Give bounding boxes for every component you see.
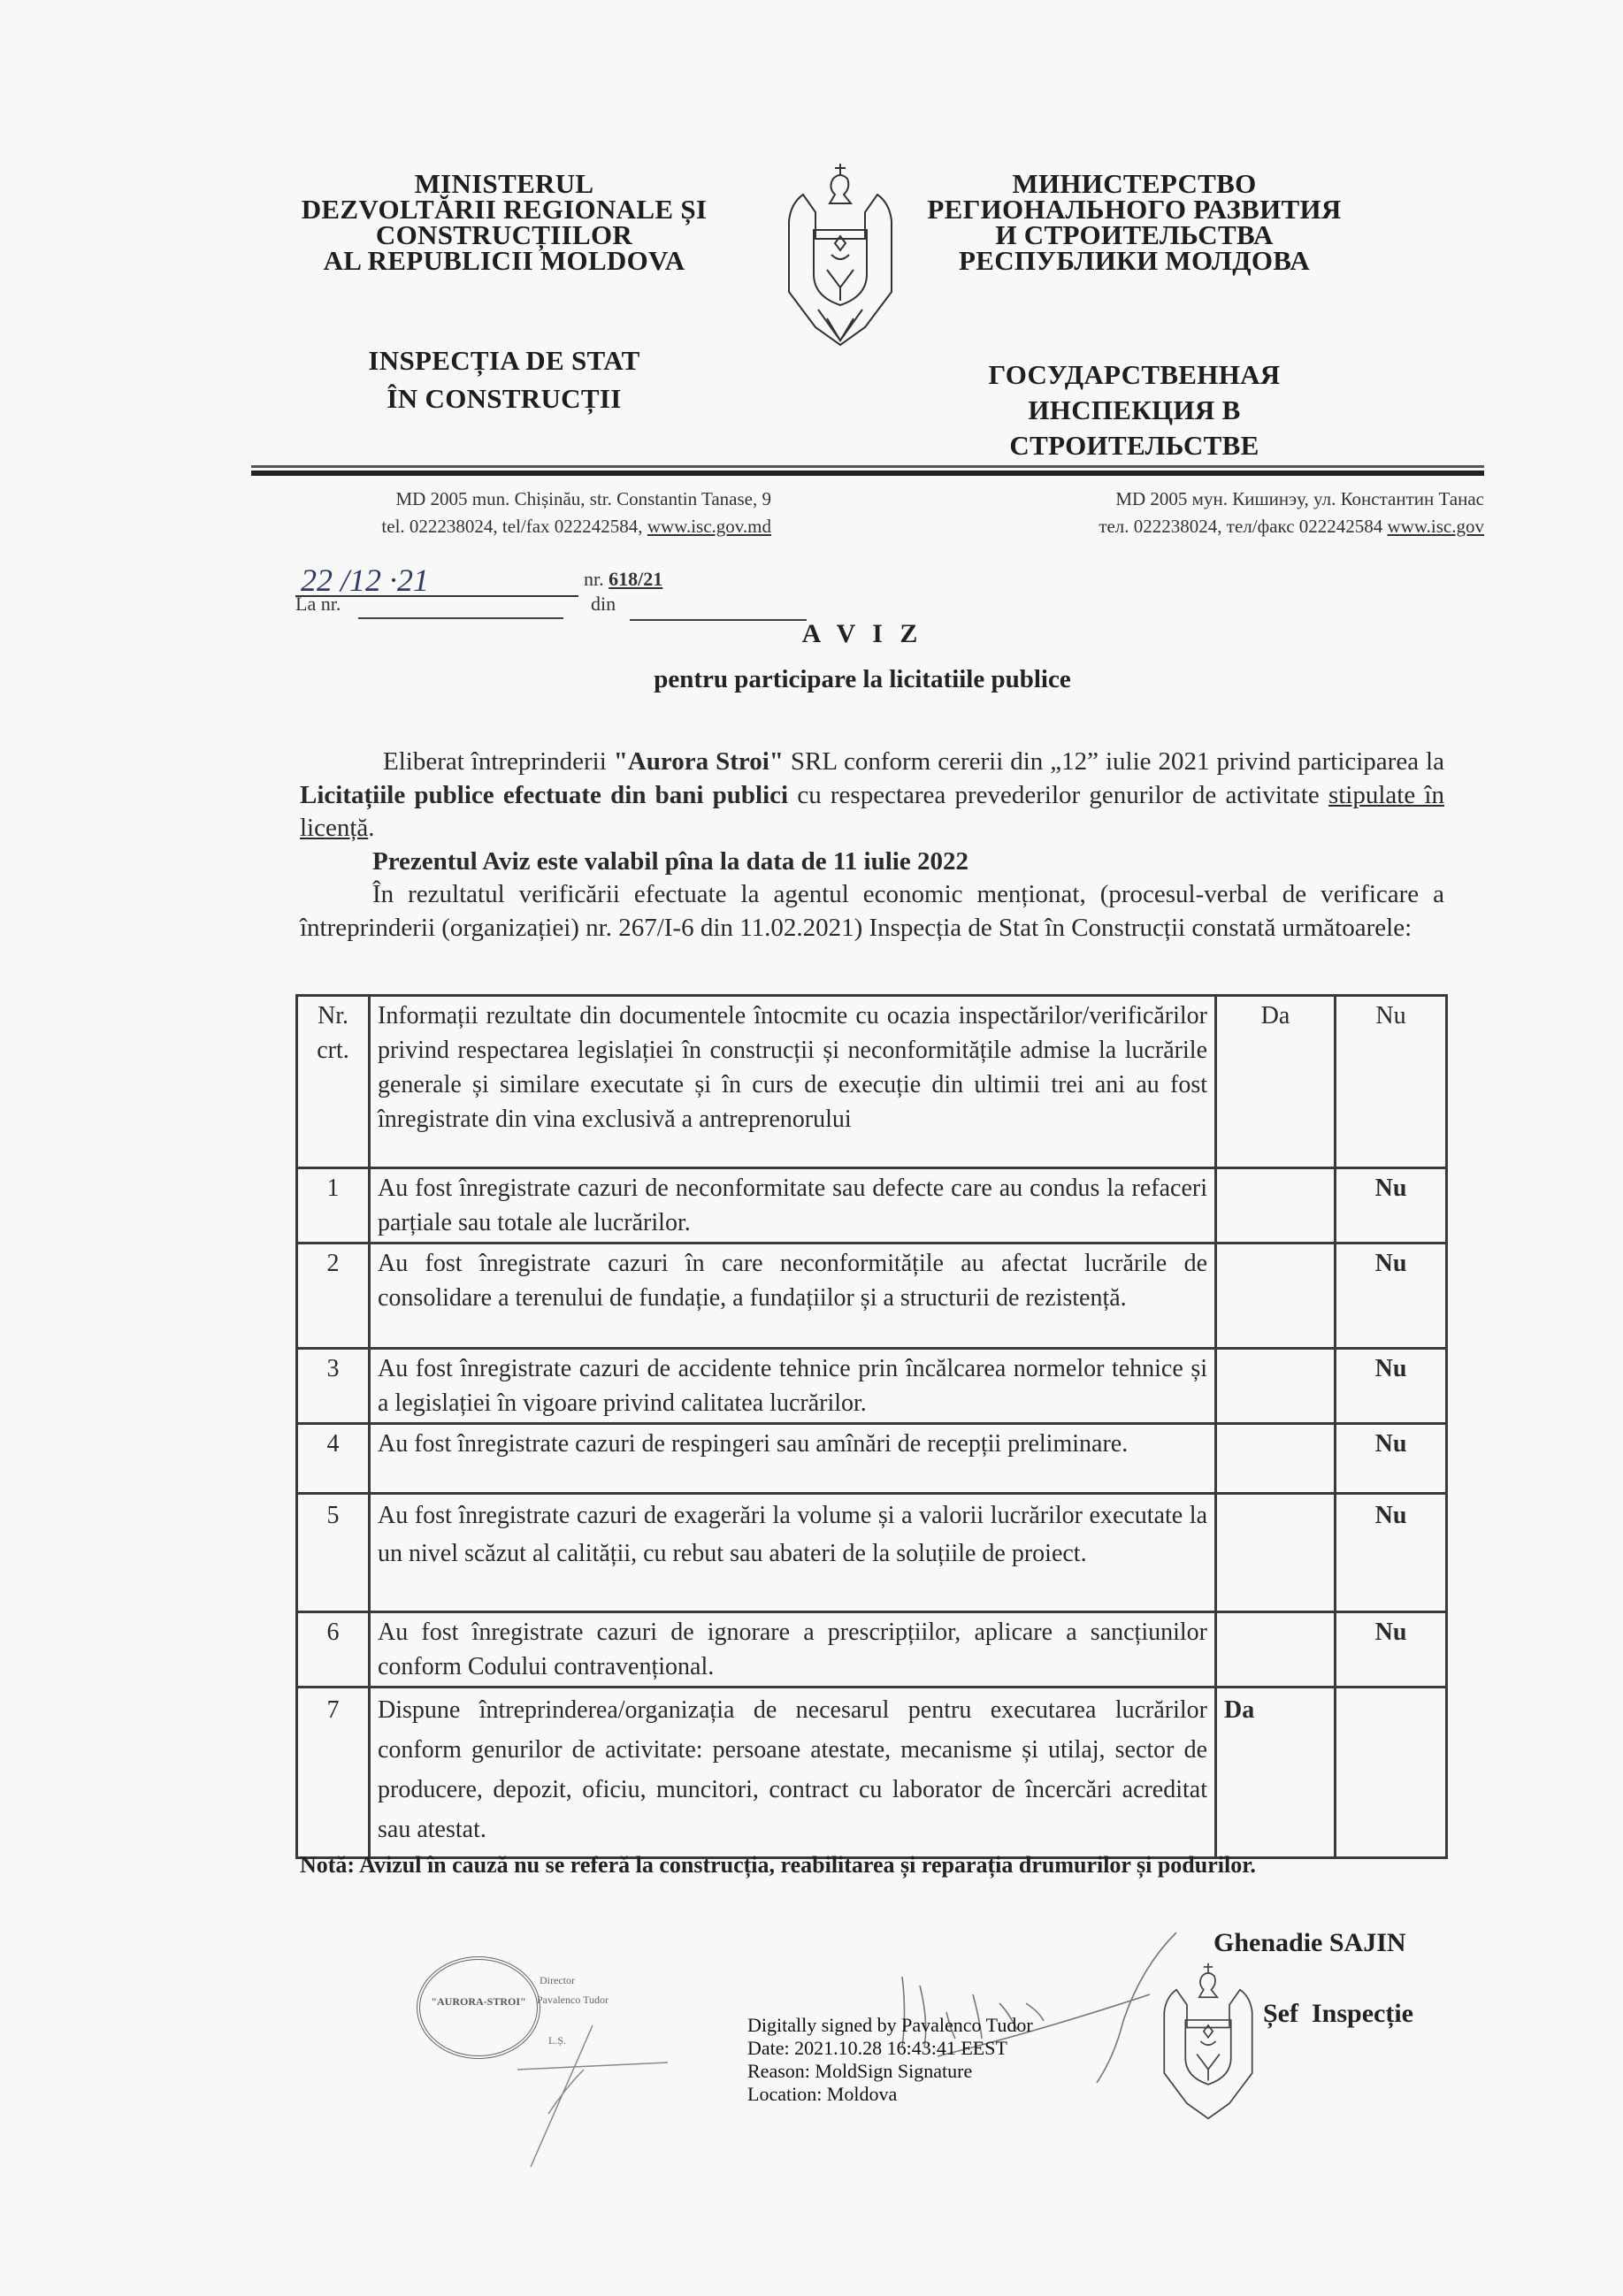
row-da bbox=[1216, 1424, 1336, 1494]
din-label: din bbox=[591, 593, 616, 615]
row-nu: Nu bbox=[1336, 1494, 1447, 1612]
signatory-position: Șef Inspecție bbox=[1263, 1999, 1413, 2028]
ro-website-link[interactable]: www.isc.gov.md bbox=[647, 516, 771, 537]
ro-ministry-line: DEZVOLTĂRII REGIONALE ȘI bbox=[301, 194, 708, 225]
digital-reason: Reason: MoldSign Signature bbox=[747, 2060, 973, 2082]
row-nr: 2 bbox=[297, 1244, 370, 1349]
ro-inspection-line: INSPECȚIA DE STAT bbox=[368, 345, 640, 376]
header-divider-thick bbox=[251, 471, 1484, 476]
ro-ministry-name bbox=[265, 168, 743, 276]
ro-address-block bbox=[381, 486, 771, 540]
table-row bbox=[297, 1424, 1447, 1494]
digital-date: Date: 2021.10.28 16:43:41 EEST bbox=[747, 2037, 1007, 2059]
row-nr: 3 bbox=[297, 1349, 370, 1424]
row-nu: Nu bbox=[1336, 1424, 1447, 1494]
ru-ministry-line: РЕСПУБЛИКИ МОЛДОВА bbox=[958, 245, 1311, 276]
ru-inspection-name bbox=[893, 357, 1375, 463]
ru-inspection-line: СТРОИТЕЛЬСТВЕ bbox=[1009, 430, 1259, 461]
row-nu: Nu bbox=[1336, 1168, 1447, 1244]
row-da: Da bbox=[1216, 1688, 1336, 1858]
ru-ministry-line: МИНИСТЕРСТВО bbox=[1012, 168, 1257, 199]
handwritten-date: 22 /12 ·21 bbox=[301, 563, 430, 598]
ru-ministry-name bbox=[893, 168, 1375, 276]
row-da bbox=[1216, 1349, 1336, 1424]
row-text: Au fost înregistrate cazuri de respingeri sau amînări de recepții preliminare. bbox=[370, 1424, 1216, 1494]
ru-ministry-line: И СТРОИТЕЛЬСТВА bbox=[995, 219, 1274, 250]
stamp-director-name: Pavalenco Tudor bbox=[537, 1994, 609, 2006]
moldova-coat-of-arms-icon bbox=[778, 159, 902, 349]
ro-ministry-line: CONSTRUCȚIILOR bbox=[375, 219, 633, 250]
validity-statement: Prezentul Aviz este valabil pîna la data de 11 iulie 2022 bbox=[372, 847, 968, 876]
la-nr-blank bbox=[358, 617, 563, 619]
document-subtitle: pentru participare la licitatiile publice bbox=[654, 665, 1071, 693]
row-text: Au fost înregistrate cazuri de ignorare a prescripțiilor, aplicare a sancțiunilor conform Codului contravențional. bbox=[370, 1612, 1216, 1688]
table-row bbox=[297, 1349, 1447, 1424]
ru-address: MD 2005 мун. Кишинэу, ул. Константин Танас bbox=[1115, 488, 1484, 509]
digital-signature-block bbox=[747, 2014, 1033, 2106]
moldova-coat-of-arms-stamp-icon bbox=[1155, 1959, 1261, 2123]
registry-date bbox=[295, 562, 578, 597]
ru-inspection-line: ГОСУДАРСТВЕННАЯ bbox=[988, 359, 1281, 390]
ro-ministry-line: AL REPUBLICII MOLDOVA bbox=[323, 245, 685, 276]
verification-paragraph: În rezultatul verificării efectuate la agentul economic menționat, (procesul-verbal de verificare a întreprinderii (organizației) nr. 267/I-6 din 11.02.2021) Inspecția de Stat în Construcții constată următoarele: bbox=[300, 880, 1444, 942]
table-row bbox=[297, 1494, 1447, 1612]
table-row bbox=[297, 1688, 1447, 1858]
row-nu: Nu bbox=[1336, 1612, 1447, 1688]
header-nu: Nu bbox=[1336, 996, 1447, 1168]
la-nr-label: La nr. bbox=[295, 593, 341, 615]
row-da bbox=[1216, 1494, 1336, 1612]
row-nu: Nu bbox=[1336, 1349, 1447, 1424]
row-text: Au fost înregistrate cazuri de exagerări la volume și a valorii lucrărilor executate la un nivel scăzut al calității, cu rebut sau abateri de la soluțiile de proiect. bbox=[370, 1494, 1216, 1612]
row-nu: Nu bbox=[1336, 1244, 1447, 1349]
ru-contacts bbox=[999, 513, 1484, 540]
ru-website-link[interactable]: www.isc.gov bbox=[1387, 516, 1484, 537]
header-nr: Nr. crt. bbox=[297, 996, 370, 1168]
header-description: Informații rezultate din documentele întocmite cu ocazia inspectărilor/verificărilor privind respectarea legislației în construcții și neconformitățile admise la lucrările generale și similare executate și în curs de execuție din ultimii trei ani au fost înregistrate din vina exclusivă a antreprenorului bbox=[370, 996, 1216, 1168]
issuance-paragraph bbox=[300, 746, 1444, 846]
stamp-company: "AURORA-STROI" bbox=[431, 1995, 526, 2008]
header-da: Da bbox=[1216, 996, 1336, 1168]
signatory-name: Ghenadie SAJIN bbox=[1213, 1928, 1406, 1957]
row-text: Dispune întreprinderea/organizația de necesarul pentru executarea lucrărilor conform genurilor de activitate: persoane atestate, mecanisme și utilaj, sector de producere, depozit, oficiu, muncitori, contract cu laborator de încercări acreditat sau atestat. bbox=[370, 1688, 1216, 1858]
table-row bbox=[297, 1612, 1447, 1688]
ru-phone: тел. 022238024, тел/факс 022242584 bbox=[1099, 516, 1388, 537]
row-text: Au fost înregistrate cazuri de accidente tehnice prin încălcarea normelor tehnice și a legislației în vigoare privind calitatea lucrărilor. bbox=[370, 1349, 1216, 1424]
ro-inspection-name bbox=[265, 341, 743, 417]
digital-signer: Digitally signed by Pavalenco Tudor bbox=[747, 2014, 1033, 2036]
inspection-findings-table bbox=[295, 994, 1448, 1859]
row-nr: 6 bbox=[297, 1612, 370, 1688]
row-nr: 5 bbox=[297, 1494, 370, 1612]
license-reference: stipulate în licență bbox=[300, 780, 1444, 842]
p1-text: Eliberat întreprinderii bbox=[383, 747, 614, 776]
row-nr: 4 bbox=[297, 1424, 370, 1494]
header-divider bbox=[251, 465, 1484, 468]
document-title: A V I Z bbox=[801, 619, 923, 648]
tender-type: Licitațiile publice efectuate din bani publici bbox=[300, 780, 789, 809]
ro-address: MD 2005 mun. Chișinău, str. Constantin Tanase, 9 bbox=[395, 488, 771, 509]
director-signature-icon bbox=[513, 1972, 672, 2176]
ro-contacts bbox=[381, 513, 771, 540]
row-text: Au fost înregistrate cazuri de neconformitate sau defecte care au condus la refaceri parțiale sau totale ale lucrărilor. bbox=[370, 1168, 1216, 1244]
registry-number bbox=[584, 568, 662, 591]
stamp-director-label: Director bbox=[540, 1974, 575, 1986]
row-da bbox=[1216, 1612, 1336, 1688]
company-name: "Aurora Stroi" bbox=[613, 747, 784, 776]
ru-inspection-line: ИНСПЕКЦИЯ В bbox=[1028, 394, 1241, 425]
row-da bbox=[1216, 1168, 1336, 1244]
row-nu bbox=[1336, 1688, 1447, 1858]
row-text: Au fost înregistrate cazuri în care neconformitățile au afectat lucrările de consolidare a terenului de fundație, a fundațiilor și a structurii de rezistență. bbox=[370, 1244, 1216, 1349]
nr-value: 618/21 bbox=[609, 568, 663, 590]
p1-text: . bbox=[368, 814, 375, 842]
row-nr: 7 bbox=[297, 1688, 370, 1858]
note: Notă: Avizul în cauză nu se referă la construcția, reabilitarea și reparația drumurilor și podurilor. bbox=[300, 1852, 1256, 1878]
table-row bbox=[297, 1244, 1447, 1349]
digital-location: Location: Moldova bbox=[747, 2083, 898, 2105]
p1-text: SRL conform cererii din „12” iulie 2021 privind participarea la bbox=[783, 747, 1444, 776]
row-da bbox=[1216, 1244, 1336, 1349]
table-row bbox=[297, 1168, 1447, 1244]
ru-ministry-line: РЕГИОНАЛЬНОГО РАЗВИТИЯ bbox=[927, 194, 1342, 225]
p1-text: cu respectarea prevederilor genurilor de activitate bbox=[788, 780, 1328, 809]
ro-ministry-line: MINISTERUL bbox=[414, 168, 594, 199]
stamp-ls: L.Ș. bbox=[548, 2034, 567, 2047]
table-header-row bbox=[297, 996, 1447, 1168]
row-nr: 1 bbox=[297, 1168, 370, 1244]
ro-inspection-line: ÎN CONSTRUCȚII bbox=[387, 383, 622, 414]
ro-phone: tel. 022238024, tel/fax 022242584, bbox=[381, 516, 647, 537]
ru-address-block bbox=[999, 486, 1484, 540]
nr-label: nr. bbox=[584, 568, 609, 590]
